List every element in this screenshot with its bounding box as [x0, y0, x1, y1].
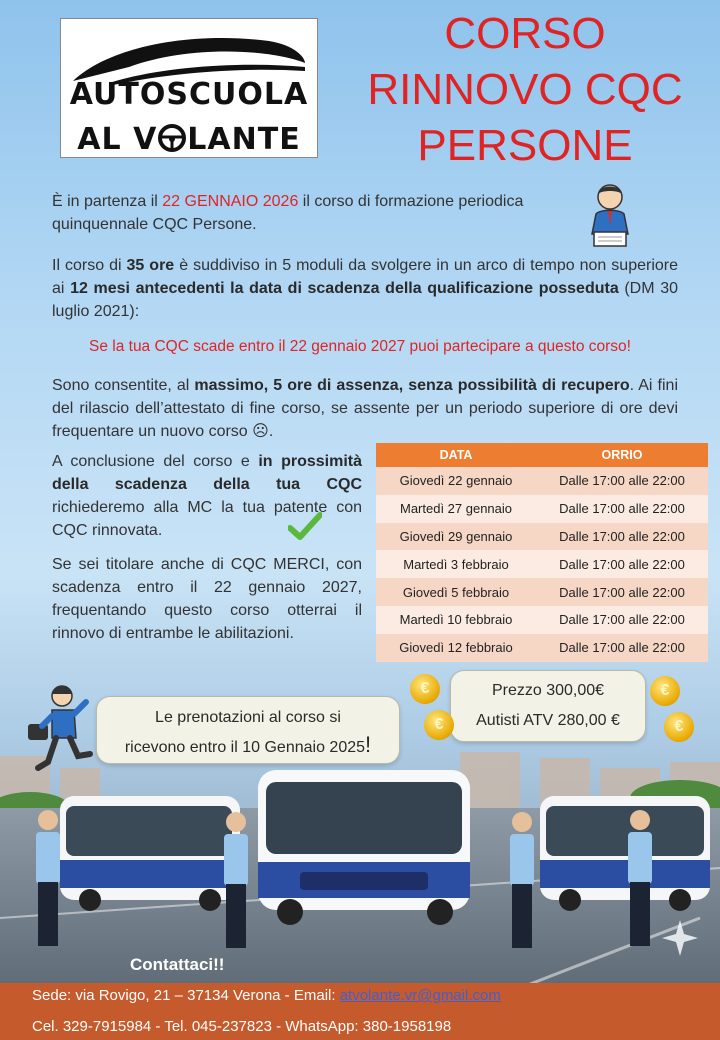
email-link[interactable]: atvolante.vr@gmail.com — [339, 987, 501, 1004]
logo-text-line1: AUTOSCUOLA — [69, 77, 309, 112]
schedule-header-date: DATA — [376, 443, 536, 467]
table-row: Giovedì 12 febbraio Dalle 17:00 alle 22:00 — [376, 634, 708, 662]
logo-text-line2: AL V LANTE — [77, 122, 301, 157]
eligibility-warning: Se la tua CQC scade entro il 22 gennaio 2027 puoi partecipare a questo corso! — [89, 338, 631, 355]
schedule-table — [376, 443, 708, 662]
price-box — [450, 670, 646, 742]
price-standard: Prezzo 300,00€ — [491, 682, 605, 699]
table-row: Giovedì 29 gennaio Dalle 17:00 alle 22:00 — [376, 523, 708, 551]
merci-paragraph: Se sei titolare anche di CQC MERCI, con scadenza entro il 22 gennaio 2027, frequentando questo corso otterrai il rinnovo di entrambe le abilitazioni. — [52, 556, 362, 642]
footer-contact-bar — [0, 983, 720, 1040]
license-paragraph: A conclusione del corso e in prossimità della scadenza della tua CQC richiederemo alla MC la tua patente con CQC rinnovata. — [52, 453, 363, 539]
course-hours-paragraph: Il corso di 35 ore è suddiviso in 5 moduli da svolgere in un arco di tempo non superiore ai 12 mesi antecedenti la data di scadenza della qualificazione posseduta (DM 30 luglio 2021): — [52, 257, 679, 320]
euro-coin-icon: € — [410, 674, 440, 704]
contact-heading: Contattaci!! — [130, 955, 225, 974]
intro-paragraph: È in partenza il 22 GENNAIO 2026 il corso di formazione periodica quinquennale CQC Persone. — [52, 193, 524, 233]
euro-coin-icon: € — [650, 676, 680, 706]
start-date: 22 GENNAIO 2026 — [162, 193, 299, 210]
schedule-header-time: ORRIO — [536, 443, 708, 467]
booking-deadline-box: Le prenotazioni al corso si ricevono entro il 10 Gennaio 2025! — [96, 696, 400, 764]
table-row: Martedì 3 febbraio Dalle 17:00 alle 22:00 — [376, 550, 708, 578]
price-atv: Autisti ATV 280,00 € — [476, 712, 620, 729]
checkmark-icon — [288, 512, 322, 540]
table-row: Giovedì 22 gennaio Dalle 17:00 alle 22:00 — [376, 467, 708, 495]
euro-coin-icon: € — [664, 712, 694, 742]
footer-address-line: Sede: via Rovigo, 21 – 37134 Verona - Email: atvolante.vr@gmail.com — [32, 987, 501, 1004]
table-row: Martedì 27 gennaio Dalle 17:00 alle 22:00 — [376, 495, 708, 523]
running-businessman-icon — [22, 684, 94, 772]
footer-phone-line: Cel. 329-7915984 - Tel. 045-237823 - WhatsApp: 380-1958198 — [32, 1018, 452, 1035]
school-logo — [60, 18, 318, 158]
title-line2: RINNOVO CQC — [367, 65, 683, 114]
page-title — [330, 6, 720, 174]
title-line1: CORSO — [444, 9, 606, 58]
table-row: Giovedì 5 febbraio Dalle 17:00 alle 22:00 — [376, 578, 708, 606]
steering-wheel-icon — [157, 123, 187, 153]
student-writing-icon — [584, 182, 636, 250]
bus-scene-illustration — [0, 748, 720, 988]
title-line3: PERSONE — [417, 121, 633, 170]
absence-paragraph: Sono consentite, al massimo, 5 ore di assenza, senza possibilità di recupero. Ai fini del rilascio dell’attestato di fine corso, se assente per un periodo superiore di ore devi frequentare un nuovo corso ☹. — [52, 377, 678, 440]
table-row: Martedì 10 febbraio Dalle 17:00 alle 22:00 — [376, 606, 708, 634]
euro-coin-icon: € — [424, 710, 454, 740]
